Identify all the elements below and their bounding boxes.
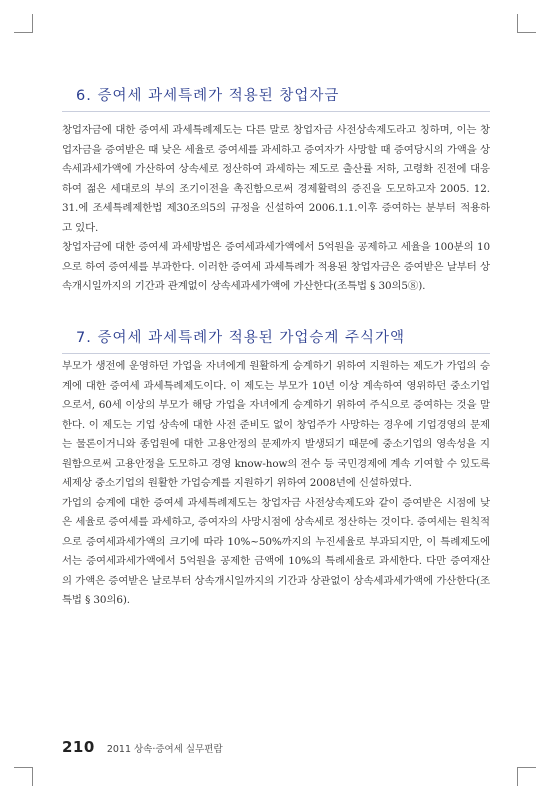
page-footer [62,738,223,756]
heading-underline [62,353,490,354]
section-6-body [62,121,490,297]
heading-underline [62,111,490,112]
page-number: 210 [62,738,95,756]
section-heading: 6. 증여세 과세특례가 적용된 창업자금 [76,88,340,104]
crop-mark [517,767,536,786]
paragraph: 창업자금에 대한 증여세 과세특례제도는 다른 말로 창업자금 사전상속제도라고 칭하며, 이는 창업자금을 증여받은 때 낮은 세율로 증여세를 과세하고 증여자가 사망할 때 증여당시의 가액을 상속세과세가액에 가산하여 상속세로 정산하여 과세하는 제도로 출산률 저하, 고령화 진전에 대응하여 젊은 세대로의 부의 조기이전을 촉진함으로써 경제활력의 증진을 도모하고자 2005. 12. 31.에 조세특례제한법 제30조의5의 규정을 신설하여 2006.1.1.이후 증여하는 분부터 적용하고 있다. [62,124,490,234]
crop-mark [14,767,33,786]
section-7-header [62,326,490,354]
footer-title: 2011 상속·증여세 실무편람 [106,744,223,755]
paragraph: 부모가 생전에 운영하던 가업을 자녀에게 원활하게 승계하기 위하여 지원하는 제도가 가업의 승계에 대한 증여세 과세특례제도이다. 이 제도는 부모가 10년 이상 계속하여 영위하던 중소기업으로서, 60세 이상의 부모가 해당 가업을 자녀에게 승계하기 위하여 주식으로 증여하는 것을 말한다. 이 제도는 기업 상속에 대한 사전 준비도 없이 창업주가 사망하는 경우에 기업경영의 문제는 물론이거니와 종업원에 대한 고용안정의 문제까지 발생되기 때문에 중소기업의 영속성을 지원함으로써 고용안정을 도모하고 경영 know-how의 전수 등 국민경제에 계속 기여할 수 있도록 세제상 중소기업의 원활한 가업승계를 지원하기 위하여 2008년에 신설하였다. [62,360,490,489]
crop-mark [517,14,536,33]
section-6-header [62,84,490,112]
crop-mark [14,14,33,33]
paragraph: 창업자금에 대한 증여세 과세방법은 증여세과세가액에서 5억원을 공제하고 세율을 100분의 10으로 하여 증여세를 부과한다. 이러한 증여세 과세특례가 적용된 창업자금은 증여받은 날부터 상속개시일까지의 기간과 관계없이 상속세과세가액에 가산한다(조특법 § 30의5⑧). [62,241,490,292]
section-heading: 7. 증여세 과세특례가 적용된 가업승계 주식가액 [76,330,406,346]
paragraph: 가업의 승계에 대한 증여세 과세특례제도는 창업자금 사전상속제도와 같이 증여받은 시점에 낮은 세율로 증여세를 과세하고, 증여자의 사망시점에 상속세로 정산하는 것이다. 증여세는 원칙적으로 증여세과세가액의 크기에 따라 10%~50%까지의 누진세율로 부과되지만, 이 특례제도에서는 증여세과세가액에서 5억원을 공제한 금액에 10%의 특례세율로 과세한다. 다만 증여재산의 가액은 증여받은 날로부터 상속개시일까지의 기간과 상관없이 상속세과세가액에 가산한다(조특법 § 30의6). [62,496,490,606]
section-7-body [62,357,490,611]
